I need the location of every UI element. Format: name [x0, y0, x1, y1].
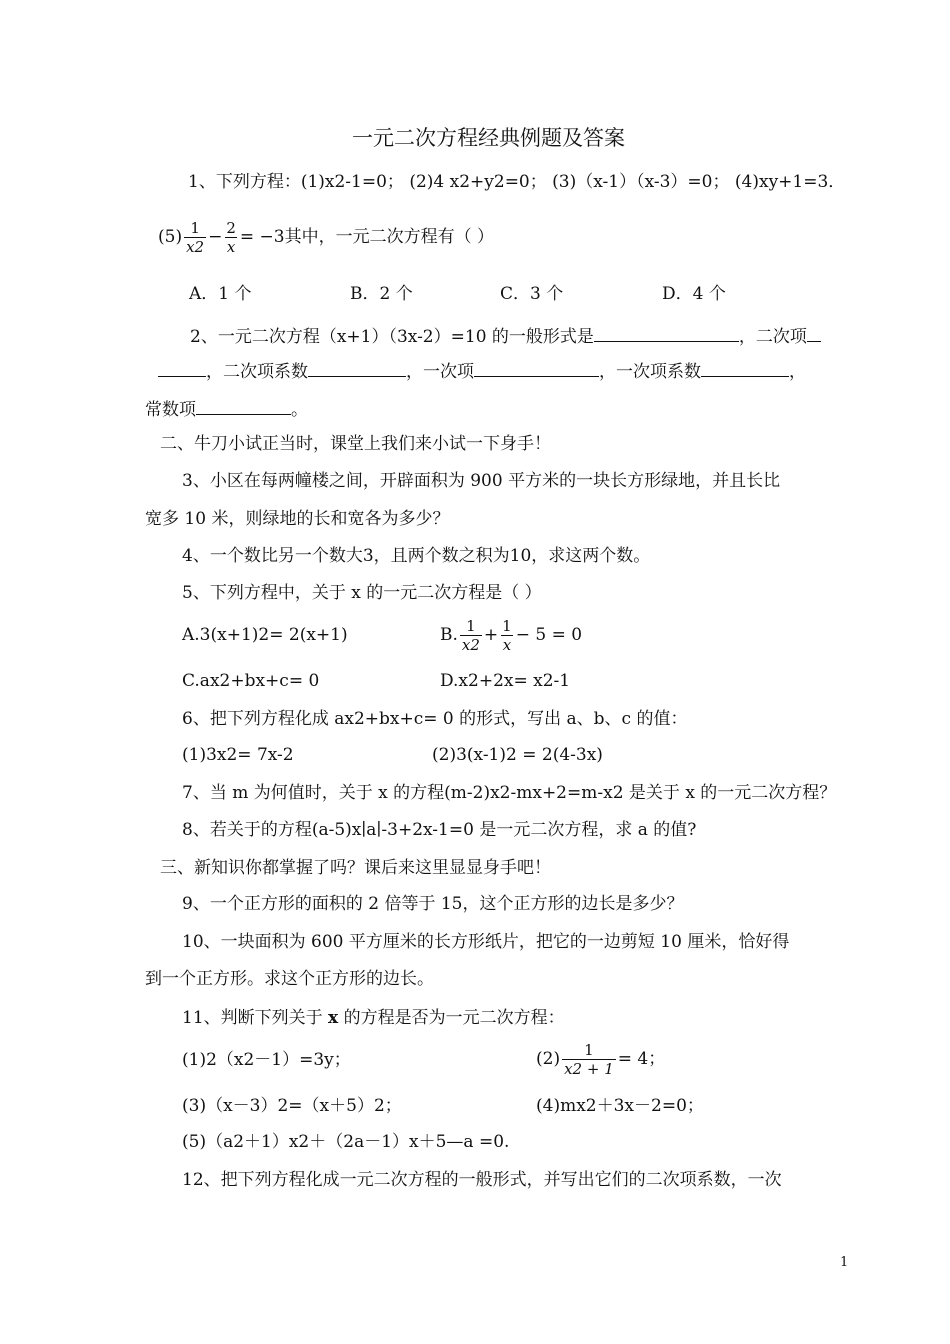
question-2-line2: ，二次项系数 ，一次项 ，一次项系数 ， [158, 358, 806, 383]
fraction: $\frac{1}{x}$ [502, 616, 512, 654]
q1-option-d: D．4 个 [662, 284, 726, 304]
question-10-line2: 到一个正方形。求这个正方形的边长。 [145, 969, 434, 989]
q1-option-c: C．3 个 [500, 284, 564, 304]
blank[interactable] [594, 323, 739, 342]
fraction: $\frac{1}{x2 + 1}$ [564, 1040, 614, 1078]
q5-option-d: D.x2+2x= x2-1 [440, 671, 571, 691]
q1-option-a: A．1 个 [189, 284, 252, 304]
question-1-line2: (5) 1 x2 − $\frac{2}{x}$ = −3 其中，一元二次方程有（ ） [158, 218, 495, 256]
fraction: 1 x2 [186, 218, 205, 256]
fraction: 1 x2 [461, 616, 480, 654]
question-2: 2、一元二次方程（x+1）（3x-2）=10 的一般形式是 ，二次项 [190, 323, 821, 348]
question-9: 9、一个正方形的面积的 2 倍等于 15，这个正方形的边长是多少？ [182, 894, 684, 914]
question-11: 11、判断下列关于 x 的方程是否为一元二次方程： [182, 1008, 565, 1028]
q5-option-b: B. 1 x2 + $\frac{1}{x}$ − 5 = 0 [440, 616, 583, 654]
q11-part-3: (3)（x－3）2=（x＋5）2； [182, 1096, 402, 1116]
question-5: 5、下列方程中，关于 x 的一元二次方程是（ ） [182, 583, 542, 603]
blank[interactable] [308, 358, 406, 377]
page-number: 1 [840, 1255, 849, 1270]
question-1: 1、下列方程：(1)x2-1=0； (2)4 x2+y2=0； (3)（x-1）（x-3）=0； (4)xy+1=3． [188, 172, 846, 192]
question-4: 4、一个数比另一个数大3，且两个数之积为10，求这两个数。 [182, 546, 651, 566]
section-2-heading: 二、牛刀小试正当时，课堂上我们来小试一下身手！ [160, 434, 551, 454]
q6-part-2: (2)3(x-1)2 = 2(4-3x) [432, 745, 603, 765]
blank[interactable] [807, 323, 821, 342]
q5-option-a: A.3(x+1)2= 2(x+1) [182, 625, 348, 645]
blank[interactable] [474, 358, 599, 377]
q1-item-5-label: (5) [158, 227, 183, 247]
q11-part-1: (1)2（x2－1）=3y； [182, 1050, 351, 1070]
section-3-heading: 三、新知识你都掌握了吗？课后来这里显显身手吧！ [160, 858, 551, 878]
blank[interactable] [158, 358, 206, 377]
page-title: 一元二次方程经典例题及答案 [352, 126, 625, 150]
question-3-line2: 宽多 10 米，则绿地的长和宽各为多少？ [145, 509, 450, 529]
question-3: 3、小区在每两幢楼之间，开辟面积为 900 平方米的一块长方形绿地，并且长比 [182, 471, 781, 491]
q11-part-2: (2) $\frac{1}{x2 + 1}$ = 4； [536, 1040, 666, 1078]
blank[interactable] [196, 396, 291, 415]
q6-part-1: (1)3x2= 7x-2 [182, 745, 294, 765]
blank[interactable] [701, 358, 789, 377]
question-12: 12、把下列方程化成一元二次方程的一般形式，并写出它们的二次项系数，一次 [182, 1170, 782, 1190]
question-8: 8、若关于的方程(a-5)x∣a∣-3+2x-1=0 是一元二次方程，求 a 的值? [182, 820, 697, 840]
question-2-line3: 常数项 。 [145, 396, 308, 421]
q5-option-c: C.ax2+bx+c= 0 [182, 671, 320, 691]
question-6: 6、把下列方程化成 ax2+bx+c= 0 的形式，写出 a、b、c 的值： [182, 709, 688, 729]
question-10: 10、一块面积为 600 平方厘米的长方形纸片，把它的一边剪短 10 厘米，恰好得 [182, 932, 790, 952]
question-7: 7、当 m 为何值时，关于 x 的方程(m-2)x2-mx+2=m-x2 是关于 x 的一元二次方程？ [182, 783, 837, 803]
q1-option-b: B．2 个 [350, 284, 413, 304]
q11-part-5: (5)（a2＋1）x2＋（2a－1）x＋5—a =0. [182, 1132, 510, 1152]
q11-part-4: (4)mx2＋3x－2=0； [536, 1096, 704, 1116]
fraction: $\frac{2}{x}$ [226, 218, 236, 256]
